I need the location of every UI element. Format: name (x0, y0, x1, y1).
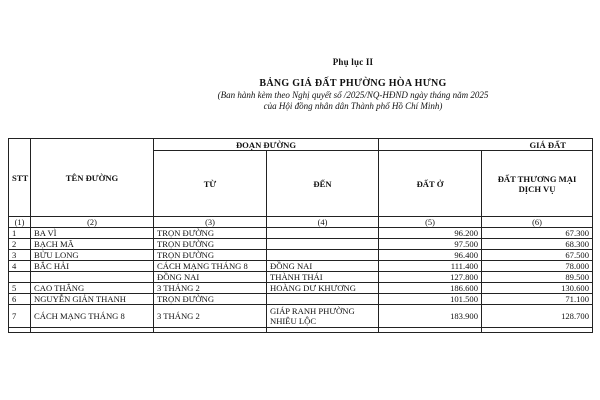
row-residential-price: 127.800 (379, 272, 482, 283)
row-commercial-price: 128.700 (482, 305, 593, 328)
row-to: THÀNH THÁI (267, 272, 379, 283)
document-title: BẢNG GIÁ ĐẤT PHƯỜNG HÒA HƯNG (259, 78, 447, 89)
row-from: 3 THÁNG 2 (154, 305, 267, 328)
table-row (9, 272, 593, 283)
cutoff-cell (267, 328, 379, 333)
row-stt: 6 (9, 294, 31, 305)
row-residential-price: 183.900 (379, 305, 482, 328)
row-residential-price: 111.400 (379, 261, 482, 272)
cutoff-cell (482, 328, 593, 333)
row-street-name (31, 272, 154, 283)
header-from: TỪ (154, 151, 267, 217)
appendix-label: Phụ lục II (332, 57, 374, 67)
row-street-name: BA VÌ (31, 228, 154, 239)
row-from: CÁCH MẠNG THÁNG 8 (154, 261, 267, 272)
row-to (267, 294, 379, 305)
row-commercial-price: 67.300 (482, 228, 593, 239)
row-residential-price: 96.400 (379, 250, 482, 261)
row-residential-price: 96.200 (379, 228, 482, 239)
table-row (9, 261, 593, 272)
header-commercial: ĐẤT THƯƠNG MẠI DỊCH VỤ (482, 151, 593, 217)
row-to (267, 250, 379, 261)
column-number: (5) (379, 217, 482, 228)
row-stt (9, 272, 31, 283)
column-number: (6) (482, 217, 593, 228)
subtitle-line-1: (Ban hành kèm theo Nghị quyết số /2025/NQ-HĐND ngày tháng năm 2025 (217, 90, 489, 100)
column-number: (4) (267, 217, 379, 228)
row-stt: 4 (9, 261, 31, 272)
header-segment: ĐOẠN ĐƯỜNG (154, 139, 379, 151)
row-stt: 2 (9, 239, 31, 250)
row-from: TRỌN ĐƯỜNG (154, 250, 267, 261)
row-from: TRỌN ĐƯỜNG (154, 294, 267, 305)
row-to: GIÁP RANH PHƯỜNG NHIÊU LỘC (267, 305, 379, 328)
row-stt: 1 (9, 228, 31, 239)
table-row (9, 228, 593, 239)
row-from: TRỌN ĐƯỜNG (154, 228, 267, 239)
header-residential: ĐẤT Ở (379, 151, 482, 217)
row-commercial-price: 71.100 (482, 294, 593, 305)
row-street-name: BẠCH MÃ (31, 239, 154, 250)
subtitle-line-2: của Hội đồng nhân dân Thành phố Hồ Chí Minh) (263, 101, 443, 111)
row-commercial-price: 68.300 (482, 239, 593, 250)
row-stt: 3 (9, 250, 31, 261)
cutoff-cell (154, 328, 267, 333)
column-number: (3) (154, 217, 267, 228)
table-row (9, 250, 593, 261)
row-stt: 5 (9, 283, 31, 294)
table-row-cutoff (9, 328, 593, 333)
row-street-name: NGUYỄN GIẢN THANH (31, 294, 154, 305)
row-residential-price: 97.500 (379, 239, 482, 250)
row-residential-price: 186.600 (379, 283, 482, 294)
table-row (9, 283, 593, 294)
row-from: TRỌN ĐƯỜNG (154, 239, 267, 250)
row-street-name: CAO THẮNG (31, 283, 154, 294)
row-commercial-price: 67.500 (482, 250, 593, 261)
row-to (267, 239, 379, 250)
header-stt: STT (9, 139, 31, 217)
table-row (9, 305, 593, 328)
row-commercial-price: 130.600 (482, 283, 593, 294)
table-row (9, 239, 593, 250)
row-to: HOÀNG DƯ KHƯƠNG (267, 283, 379, 294)
cutoff-cell (379, 328, 482, 333)
row-commercial-price: 78.000 (482, 261, 593, 272)
land-price-table (8, 138, 593, 333)
row-from: 3 THÁNG 2 (154, 283, 267, 294)
row-commercial-price: 89.500 (482, 272, 593, 283)
row-to: ĐỒNG NAI (267, 261, 379, 272)
row-residential-price: 101.500 (379, 294, 482, 305)
column-number: (1) (9, 217, 31, 228)
row-stt: 7 (9, 305, 31, 328)
row-street-name: BỬU LONG (31, 250, 154, 261)
column-number: (2) (31, 217, 154, 228)
cutoff-cell (31, 328, 154, 333)
row-street-name: CÁCH MẠNG THÁNG 8 (31, 305, 154, 328)
column-number-row (9, 217, 593, 228)
header-price: GIÁ ĐẤT (379, 139, 593, 151)
cutoff-cell (9, 328, 31, 333)
row-from: ĐỒNG NAI (154, 272, 267, 283)
row-street-name: BẮC HẢI (31, 261, 154, 272)
table-row (9, 294, 593, 305)
header-to: ĐẾN (267, 151, 379, 217)
header-street-name: TÊN ĐƯỜNG (31, 139, 154, 217)
row-to (267, 228, 379, 239)
